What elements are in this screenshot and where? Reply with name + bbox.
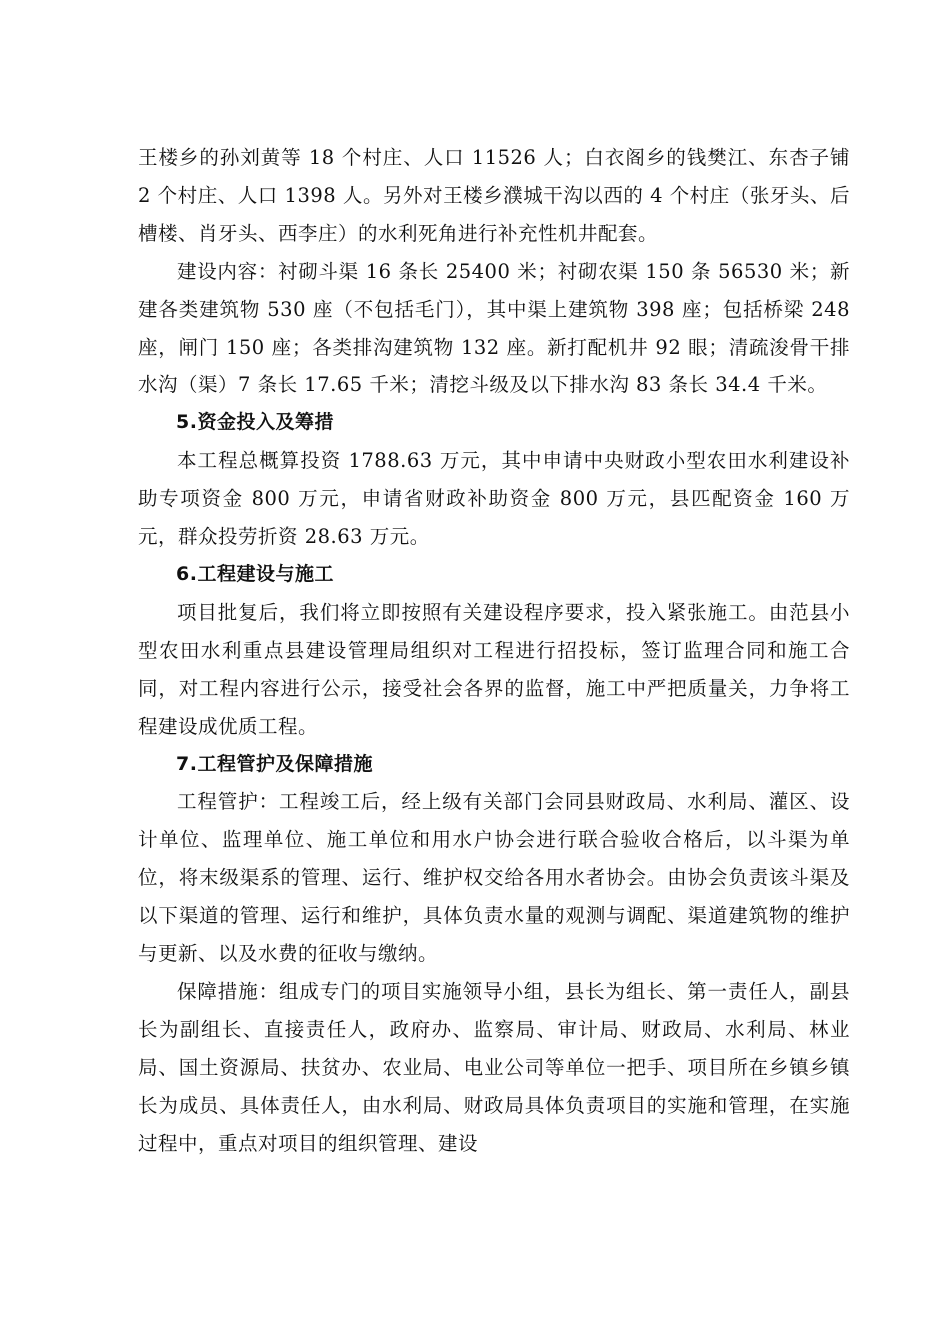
heading-funding: 5.资金投入及筹措 — [176, 411, 334, 434]
heading-construction: 6.工程建设与施工 — [176, 562, 334, 585]
paragraph-construction: 项目批复后，我们将立即按照有关建设程序要求，投入紧张施工。由范县小型农田水利重点县建设管理局组织对工程进行招投标，签订监理合同和施工合同，对工程内容进行公示，接受社会各界的监督，施工中严把质量关，力争将工程建设成优质工程。 — [138, 600, 850, 738]
paragraph-funding: 本工程总概算投资 1788.63 万元，其中申请中央财政小型农田水利建设补助专项资金 800 万元，申请省财政补助资金 800 万元，县匹配资金 160 万元，群众投劳折资 28.63 万元。 — [138, 449, 850, 549]
heading-maintenance: 7.工程管护及保障措施 — [176, 752, 373, 775]
paragraph-construction-content: 建设内容：衬砌斗渠 16 条长 25400 米；衬砌农渠 150 条 56530 米；新建各类建筑物 530 座（不包括毛门），其中渠上建筑物 398 座；包括桥梁 248 座，闸门 150 座；各类排沟建筑物 132 座。新打配机井 92 眼；清疏浚骨干排水沟（渠）7 条长 17.65 千米；清挖斗级及以下排水沟 83 条长 34.4 千米。 — [138, 259, 850, 397]
paragraph-safeguards: 保障措施：组成专门的项目实施领导小组，县长为组长、第一责任人，副县长为副组长、直接责任人，政府办、监察局、审计局、财政局、水利局、林业局、国土资源局、扶贫办、农业局、电业公司等单位一把手、项目所在乡镇乡镇长为成员、具体责任人，由水利局、财政局具体负责项目的实施和管理，在实施过程中，重点对项目的组织管理、建设 — [138, 979, 850, 1155]
paragraph-villages: 王楼乡的孙刘黄等 18 个村庄、人口 11526 人；白衣阁乡的钱樊江、东杏子铺 2 个村庄、人口 1398 人。另外对王楼乡濮城干沟以西的 4 个村庄（张牙头、后槽楼、肖牙头、西李庄）的水利死角进行补充性机井配套。 — [138, 146, 850, 245]
paragraph-maintenance: 工程管护：工程竣工后，经上级有关部门会同县财政局、水利局、灌区、设计单位、监理单位、施工单位和用水户协会进行联合验收合格后，以斗渠为单位，将末级渠系的管理、运行、维护权交给各用水者协会。由协会负责该斗渠及以下渠道的管理、运行和维护，具体负责水量的观测与调配、渠道建筑物的维护与更新、以及水费的征收与缴纳。 — [138, 790, 850, 966]
document-page — [138, 139, 850, 1162]
